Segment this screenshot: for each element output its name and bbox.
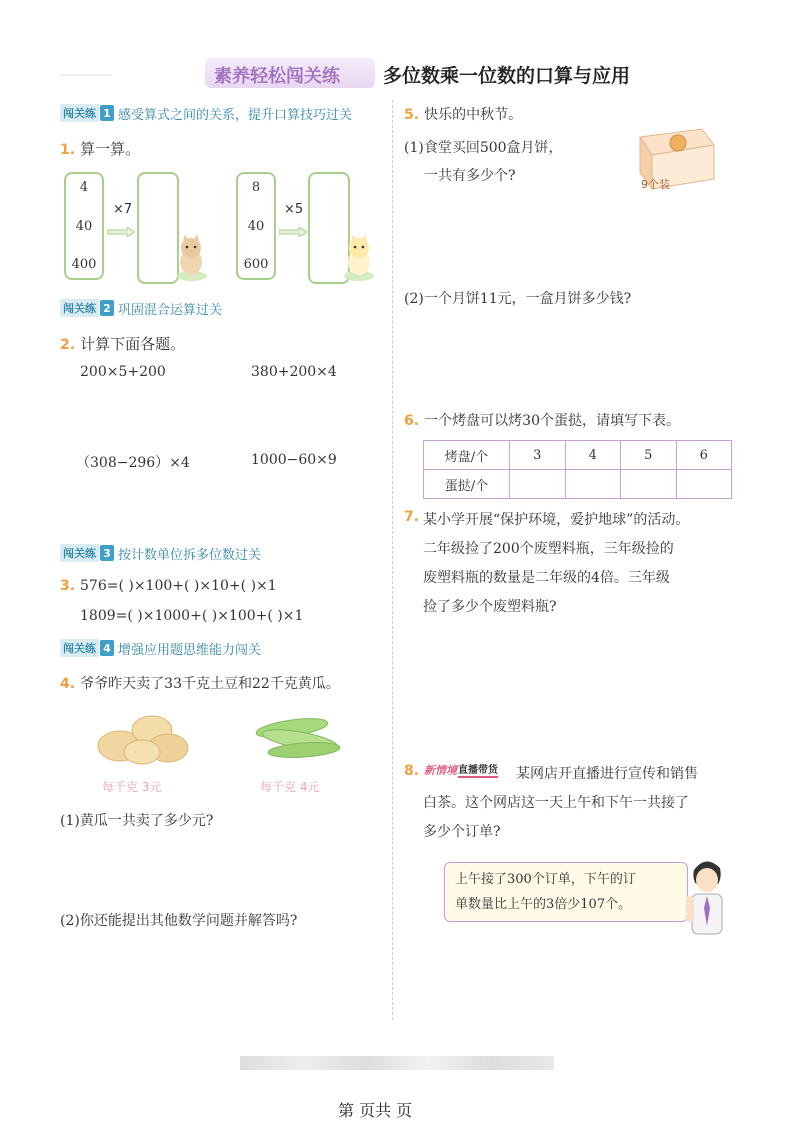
operand-column-a (64, 172, 104, 280)
tag-topic: 直播带货 (458, 761, 498, 778)
question-number: 1. (60, 142, 76, 158)
header-decoration (60, 74, 112, 76)
question-5 (404, 104, 522, 124)
arrow-icon (279, 222, 307, 232)
page-title: 多位数乘一位数的口算与应用 (383, 65, 631, 87)
sub-question: (1)黄瓜一共卖了多少元? (60, 813, 214, 829)
table-cell: 3 (510, 441, 566, 470)
section-tag-4 (60, 639, 261, 657)
bubble-line: 单数量比上午的3倍少107个。 (455, 897, 632, 912)
multiplier: ×5 (284, 202, 304, 217)
operand: 40 (247, 218, 265, 234)
sub-question: 一共有多少个? (424, 168, 516, 184)
question-line: 某网店开直播进行宣传和销售 (516, 766, 698, 782)
cat-icon (175, 232, 209, 282)
question-number: 3. (60, 578, 76, 594)
table-cell: 6 (676, 441, 732, 470)
operand: 400 (71, 257, 97, 272)
expression: 200×5+200 (80, 364, 166, 380)
arrow-icon (107, 222, 135, 232)
section-label: 闯关练 (60, 299, 99, 317)
expression: 1000−60×9 (251, 452, 337, 468)
section-tag-3 (60, 544, 261, 562)
question-number: 4. (60, 676, 76, 692)
section-label: 闯关练 (60, 639, 99, 657)
section-number: 2 (100, 300, 114, 316)
multiplier: ×7 (113, 202, 133, 217)
section-title: 感受算式之间的关系，提升口算技巧过关 (118, 107, 353, 123)
answer-cell[interactable] (621, 470, 677, 499)
section-title: 巩固混合运算过关 (118, 302, 223, 318)
cucumber-icon (252, 710, 346, 762)
column-divider (392, 100, 393, 1020)
question-number: 6. (404, 413, 420, 429)
answer-cell[interactable] (676, 470, 732, 499)
fill-table (423, 440, 732, 499)
box-label: 9个装 (641, 178, 670, 191)
section-title: 按计数单位拆多位数过关 (118, 547, 262, 563)
table-cell: 5 (621, 441, 677, 470)
fill-blank-line[interactable]: 1809=( )×1000+( )×100+( )×1 (80, 608, 304, 624)
sub-question: (1)食堂买回500盒月饼， (404, 140, 563, 156)
question-line: 白茶。这个网店这一天上午和下午一共接了 (423, 795, 689, 811)
question-1 (60, 138, 140, 159)
question-text: 一个烤盘可以烤30个蛋挞，请填写下表。 (424, 413, 680, 429)
table-row (424, 441, 732, 470)
question-text: 计算下面各题。 (80, 335, 186, 353)
section-tag-1 (60, 104, 352, 122)
section-title: 增强应用题思维能力闯关 (118, 642, 262, 658)
expression: （308−296）×4 (76, 455, 190, 471)
operand: 4 (79, 180, 89, 195)
question-text: 算一算。 (80, 140, 141, 158)
question-text: 爷爷昨天卖了33千克土豆和22千克黄瓜。 (80, 676, 340, 692)
answer-column-a[interactable] (137, 172, 179, 284)
price-label: 每千克 4元 (260, 780, 320, 794)
price-label: 每千克 3元 (102, 780, 162, 794)
operand-column-b (236, 172, 276, 280)
question-line: 捡了多少个废塑料瓶? (423, 599, 557, 615)
question-number: 7. (404, 509, 420, 525)
table-cell: 4 (565, 441, 621, 470)
fill-blank-line[interactable]: 576=( )×100+( )×10+( )×1 (80, 578, 277, 594)
question-number: 5. (404, 107, 420, 123)
footer-blurred-bar (240, 1056, 554, 1070)
teacher-icon (682, 856, 732, 940)
speech-bubble (444, 862, 688, 922)
section-number: 3 (100, 545, 114, 561)
row-header: 蛋挞/个 (424, 470, 510, 499)
potato-icon (94, 708, 192, 766)
question-6 (404, 410, 680, 430)
expression: 380+200×4 (251, 364, 337, 380)
tag-new: 新情境 (424, 763, 457, 777)
operand: 600 (243, 257, 269, 272)
sub-question: (2)一个月饼11元，一盒月饼多少钱? (404, 291, 632, 307)
row-header: 烤盘/个 (424, 441, 510, 470)
question-2 (60, 333, 185, 354)
answer-cell[interactable] (565, 470, 621, 499)
section-number: 4 (100, 640, 114, 656)
section-number: 1 (100, 105, 114, 121)
page-footer: 第 页共 页 (338, 1101, 413, 1120)
header-badge: 素养轻松闯关练 (214, 66, 340, 87)
operand: 40 (75, 218, 93, 234)
table-row (424, 470, 732, 499)
section-label: 闯关练 (60, 544, 99, 562)
new-scenario-tag (424, 761, 498, 778)
question-4 (60, 673, 340, 693)
operand: 8 (251, 180, 261, 195)
question-number: 8. (404, 763, 420, 779)
cat-icon (342, 232, 376, 282)
answer-cell[interactable] (510, 470, 566, 499)
sub-question: (2)你还能提出其他数学问题并解答吗? (60, 913, 298, 929)
question-line: 废塑料瓶的数量是二年级的4倍。三年级 (423, 570, 670, 586)
question-text: 快乐的中秋节。 (424, 107, 523, 123)
question-line: 多少个订单? (423, 824, 501, 840)
bubble-line: 上午接了300个订单，下午的订 (455, 872, 636, 887)
question-line: 某小学开展“保护环境，爱护地球”的活动。 (423, 512, 690, 528)
question-number: 2. (60, 337, 76, 353)
section-label: 闯关练 (60, 104, 99, 122)
section-tag-2 (60, 299, 222, 317)
question-line: 二年级捡了200个废塑料瓶，三年级捡的 (423, 541, 674, 557)
